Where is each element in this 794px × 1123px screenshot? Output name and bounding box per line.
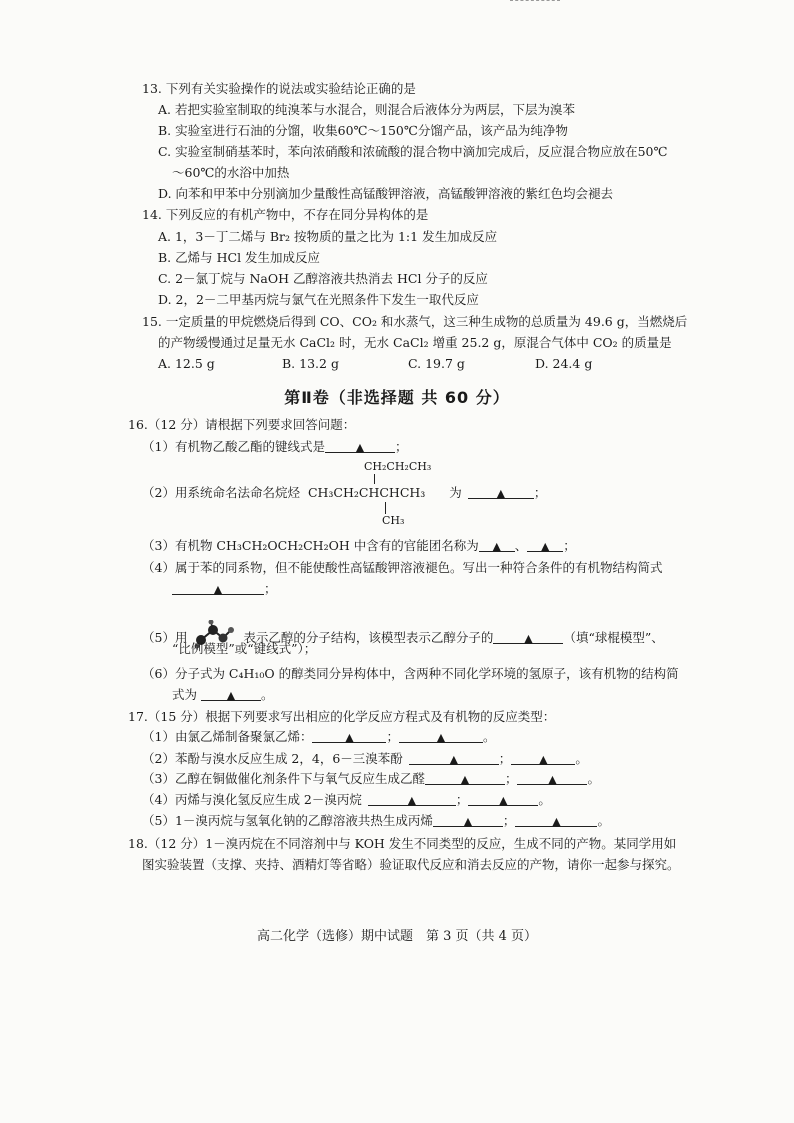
answer-blank[interactable]: ▲ xyxy=(433,812,503,827)
q17-part2-text: （2）苯酚与溴水反应生成 2，4，6－三溴苯酚 xyxy=(142,751,403,766)
answer-blank[interactable]: ▲ xyxy=(468,791,538,806)
answer-blank[interactable]: ▲ xyxy=(479,537,515,552)
q16-part5-cont: “比例模型”或“键线式”）； xyxy=(172,641,317,656)
answer-blank[interactable]: ▲ xyxy=(409,750,499,765)
q15-option-c: C. 19.7 g xyxy=(408,356,465,371)
answer-blank[interactable]: ▲ xyxy=(325,438,395,453)
q15-option-b: B. 13.2 g xyxy=(282,356,339,371)
q17-stem: 17.（15 分）根据下列要求写出相应的化学反应方程式及有机物的反应类型： xyxy=(128,709,556,724)
section-title: 第Ⅱ卷（非选择题 共 60 分） xyxy=(284,388,510,407)
q16-part4-text: （4）属于苯的同系物，但不能使酸性高锰酸钾溶液褪色。写出一种符合条件的有机物结构简式 xyxy=(142,560,663,575)
q13-option-d: D. 向苯和甲苯中分别滴加少量酸性高锰酸钾溶液，高锰酸钾溶液的紫红色均会褪去 xyxy=(158,186,614,201)
q14-option-c: C. 2－氯丁烷与 NaOH 乙醇溶液共热消去 HCl 分子的反应 xyxy=(158,271,488,286)
answer-blank[interactable]: ▲ xyxy=(515,812,597,827)
q15-option-a: A. 12.5 g xyxy=(158,356,215,371)
q16-part2: （2）用系统命名法命名烷烃 CH₃CH₂CHCHCH₃ 为 ▲ ； xyxy=(142,485,547,500)
q18-text-line2: 图实验装置（支撑、夹持、酒精灯等省略）验证取代反应和消去反应的产物，请你一起参与探究。 xyxy=(142,857,680,872)
q13-stem: 13. 下列有关实验操作的说法或实验结论正确的是 xyxy=(142,81,416,96)
q16-part2-text: （2）用系统命名法命名烷烃 xyxy=(142,485,300,500)
q16-part6-answer: 式为 ▲ 。 xyxy=(172,687,274,702)
page-footer: 高二化学（选修）期中试题 第 3 页（共 4 页） xyxy=(256,929,538,944)
q17-part5-text: （5）1－溴丙烷与氢氧化钠的乙醇溶液共热生成丙烯 xyxy=(142,813,433,828)
q13-option-a: A. 若把实验室制取的纯溴苯与水混合，则混合后液体分为两层，下层为溴苯 xyxy=(158,102,575,117)
q14-option-d: D. 2，2－二甲基丙烷与氯气在光照条件下发生一取代反应 xyxy=(158,292,479,307)
q14-stem: 14. 下列反应的有机产物中，不存在同分异构体的是 xyxy=(142,207,429,222)
q16-part6-is: 式为 xyxy=(172,687,198,702)
answer-blank[interactable]: ▲ xyxy=(468,484,534,499)
q13-option-b: B. 实验室进行石油的分馏，收集60℃～150℃分馏产品，该产品为纯净物 xyxy=(158,123,568,138)
q16-branch-bottom: CH₃ xyxy=(382,514,405,527)
q15-stem-cont: 的产物缓慢通过足量无水 CaCl₂ 时，无水 CaCl₂ 增重 25.2 g，原混合气体中 CO₂ 的质量是 xyxy=(158,335,672,350)
q14-option-a: A. 1，3－丁二烯与 Br₂ 按物质的量之比为 1:1 发生加成反应 xyxy=(158,229,498,244)
q13-option-c-cont: ～60℃的水浴中加热 xyxy=(172,165,290,180)
q16-part1: （1）有机物乙酸乙酯的键线式是 ▲ ； xyxy=(142,439,408,454)
q16-part2-is: 为 xyxy=(449,485,462,500)
q17-part3-text: （3）乙醇在铜做催化剂条件下与氧气反应生成乙醛 xyxy=(142,771,425,786)
q13-option-c: C. 实验室制硝基苯时，苯向浓硝酸和浓硫酸的混合物中滴加完成后，反应混合物应放在50℃ xyxy=(158,144,668,159)
q17-part1: （1）由氯乙烯制备聚氯乙烯： ▲ ； ▲ 。 xyxy=(142,729,496,744)
q17-part1-text: （1）由氯乙烯制备聚氯乙烯： xyxy=(142,729,313,744)
answer-blank[interactable]: ▲ xyxy=(368,791,456,806)
answer-blank[interactable]: ▲ xyxy=(172,580,264,595)
q17-part5: （5）1－溴丙烷与氢氧化钠的乙醇溶液共热生成丙烯 ▲ ； ▲ 。 xyxy=(142,813,610,828)
q17-part4-text: （4）丙烯与溴化氢反应生成 2－溴丙烷 xyxy=(142,792,362,807)
answer-blank[interactable]: ▲ xyxy=(201,686,261,701)
q15-option-d: D. 24.4 g xyxy=(535,356,593,371)
q16-branch-bond-bottom xyxy=(385,502,387,514)
q16-part3-text: （3）有机物 CH₃CH₂OCH₂CH₂OH 中含有的官能团名称为 xyxy=(142,538,479,553)
answer-blank[interactable]: ▲ xyxy=(527,537,563,552)
q16-part4-answer: ▲ ； xyxy=(172,580,277,598)
q16-stem: 16.（12 分）请根据下列要求回答问题： xyxy=(128,417,356,432)
q16-part3: （3）有机物 CH₃CH₂OCH₂CH₂OH 中含有的官能团名称为 ▲ 、 ▲ ； xyxy=(142,538,576,553)
q17-part3: （3）乙醇在铜做催化剂条件下与氧气反应生成乙醛 ▲ ； ▲ 。 xyxy=(142,771,600,786)
page-top-mark xyxy=(510,0,560,4)
q17-part2: （2）苯酚与溴水反应生成 2，4，6－三溴苯酚 ▲ ； ▲ 。 xyxy=(142,751,588,766)
q14-option-b: B. 乙烯与 HCl 发生加成反应 xyxy=(158,250,321,265)
answer-blank[interactable]: ▲ xyxy=(493,629,563,644)
answer-blank[interactable]: ▲ xyxy=(511,750,575,765)
q16-part6-text: （6）分子式为 C₄H₁₀O 的醇类同分异构体中，含两种不同化学环境的氢原子，该有机物的结构简 xyxy=(142,666,679,681)
q16-part2-formula: CH₃CH₂CHCHCH₃ xyxy=(307,485,426,500)
q16-part5-text-a: （5）用 xyxy=(142,630,188,645)
q16-branch-top: CH₂CH₂CH₃ xyxy=(364,460,432,473)
q16-part5-text-c: （填“球棍模型”、 xyxy=(563,630,664,645)
q15-stem: 15. 一定质量的甲烷燃烧后得到 CO、CO₂ 和水蒸气，这三种生成物的总质量为 49.6 g，当燃烧后 xyxy=(142,314,688,329)
q16-branch-bond-top xyxy=(374,474,376,484)
answer-blank[interactable]: ▲ xyxy=(517,770,587,785)
answer-blank[interactable]: ▲ xyxy=(312,728,386,743)
q18-text-line1: 18.（12 分）1－溴丙烷在不同溶剂中与 KOH 发生不同类型的反应，生成不同的产物。某同学用如 xyxy=(128,836,677,851)
q16-part5-text-b: 表示乙醇的分子结构，该模型表示乙醇分子的 xyxy=(243,630,494,645)
q17-part4: （4）丙烯与溴化氢反应生成 2－溴丙烷 ▲ ； ▲ 。 xyxy=(142,792,551,807)
answer-blank[interactable]: ▲ xyxy=(399,728,483,743)
q16-part1-text: （1）有机物乙酸乙酯的键线式是 xyxy=(142,439,325,454)
answer-blank[interactable]: ▲ xyxy=(425,770,505,785)
